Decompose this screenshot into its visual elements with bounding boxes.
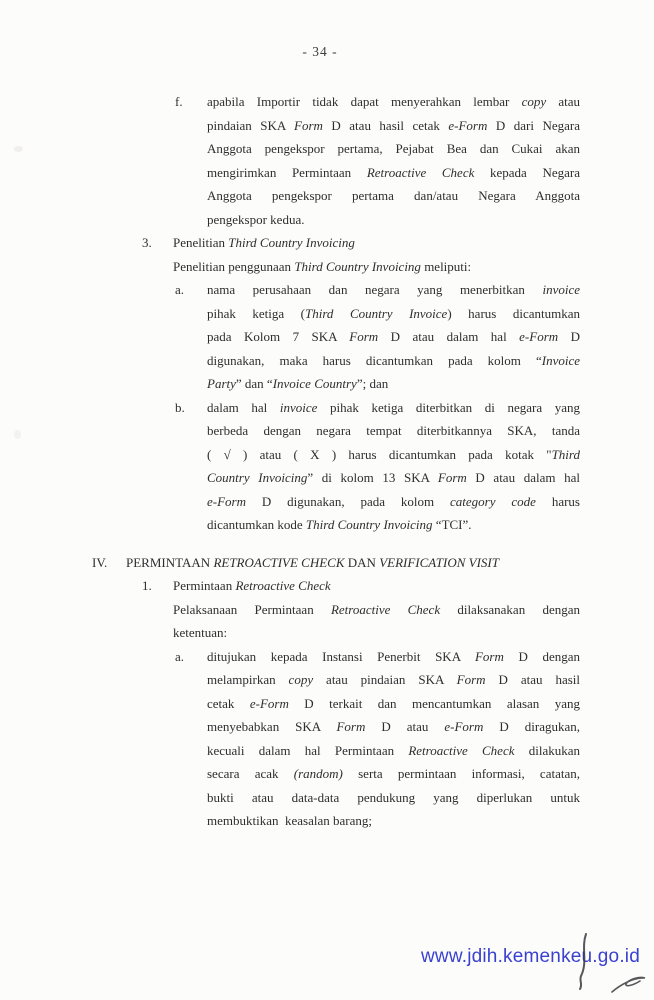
text-line: pihak ketiga (Third Country Invoice) harus dicantumkan [207, 305, 580, 321]
text-line: cetak e-Form D terkait dan mencantumkan alasan yang [207, 695, 581, 711]
text-line: Country Invoicing” di kolom 13 SKA Form D atau dalam hal [207, 470, 580, 485]
text-line: Pelaksanaan Permintaan Retroactive Check dilaksanakan dengan [173, 601, 580, 617]
text-line: ketentuan: [173, 625, 228, 640]
clause-3b [175, 396, 580, 537]
text-line: pengekspor kedua. [207, 211, 305, 227]
item-1 [142, 574, 580, 598]
pen-stroke-mark [580, 934, 586, 989]
page-number: - 34 - [302, 44, 338, 59]
clause-1a [175, 645, 580, 833]
list-label: a. [175, 282, 185, 297]
text-line: ( √ ) atau ( X ) harus dicantumkan pada kotak "Third [207, 446, 580, 462]
text-line: Penelitian penggunaan Third Country Invoicing meliputi: [173, 258, 472, 274]
text-line: membuktikan keasalan barang; [207, 813, 372, 828]
text-line: mengirimkan Permintaan Retroactive Check kepada Negara [207, 164, 580, 180]
list-label: 1. [142, 578, 152, 593]
list-label: f. [175, 94, 183, 109]
item-3-intro [173, 255, 580, 279]
text-line: kecuali dalam hal Permintaan Retroactive Check dilakukan [207, 742, 581, 758]
list-label: 3. [142, 235, 152, 250]
list-label: b. [175, 399, 185, 415]
text-line: menyebabkan SKA Form D atau e-Form D diragukan, [207, 719, 580, 734]
text-line: dalam hal invoice pihak ketiga diterbitkan di negara yang [207, 399, 580, 415]
text-line: berbeda dengan negara tempat diterbitkannya SKA, tanda [207, 423, 580, 438]
footer-watermark-url: www.jdih.kemenkeu.go.id [421, 946, 640, 967]
text-line: Anggota pengekspor pertama dan/atau Negara Anggota [207, 188, 580, 203]
text-line: pada Kolom 7 SKA Form D atau dalam hal e-Form D [207, 329, 581, 344]
text-line: nama perusahaan dan negara yang menerbitkan invoice [207, 282, 580, 297]
text-line: digunakan, maka harus dicantumkan pada kolom “Invoice [207, 352, 580, 368]
text-line: Permintaan Retroactive Check [173, 578, 331, 593]
clause-3a [175, 278, 580, 396]
item-3 [142, 231, 580, 255]
text-line: PERMINTAAN RETROACTIVE CHECK DAN VERIFICATION VISIT [126, 554, 499, 570]
signature-mark [612, 977, 645, 992]
handwriting-overlay [540, 922, 654, 1000]
text-line: apabila Importir tidak dapat menyerahkan lembar copy atau [207, 94, 581, 109]
text-line: bukti atau data-data pendukung yang diperlukan untuk [207, 789, 580, 805]
heading-iv [92, 551, 580, 575]
text-line: Party” dan “Invoice Country”; dan [207, 376, 389, 391]
text-line: ditujukan kepada Instansi Penerbit SKA Form D dengan [207, 648, 581, 664]
text-line: melampirkan copy atau pindaian SKA Form D atau hasil [207, 672, 580, 687]
text-line: dicantumkan kode Third Country Invoicing “TCI”. [207, 517, 472, 532]
item-1-intro [173, 598, 580, 645]
text-line: e-Form D digunakan, pada kolom category code harus [207, 493, 580, 509]
list-label: IV. [92, 554, 108, 570]
content-blocks [0, 90, 654, 833]
text-line: Anggota pengekspor pertama, Pejabat Bea dan Cukai akan [207, 141, 580, 156]
text-line: pindaian SKA Form D atau hasil cetak e-Form D dari Negara [207, 117, 580, 133]
text-line: secara acak (random) serta permintaan informasi, catatan, [207, 766, 580, 781]
list-label: a. [175, 648, 185, 664]
clause-f [175, 90, 580, 231]
text-line: Penelitian Third Country Invoicing [173, 235, 355, 250]
